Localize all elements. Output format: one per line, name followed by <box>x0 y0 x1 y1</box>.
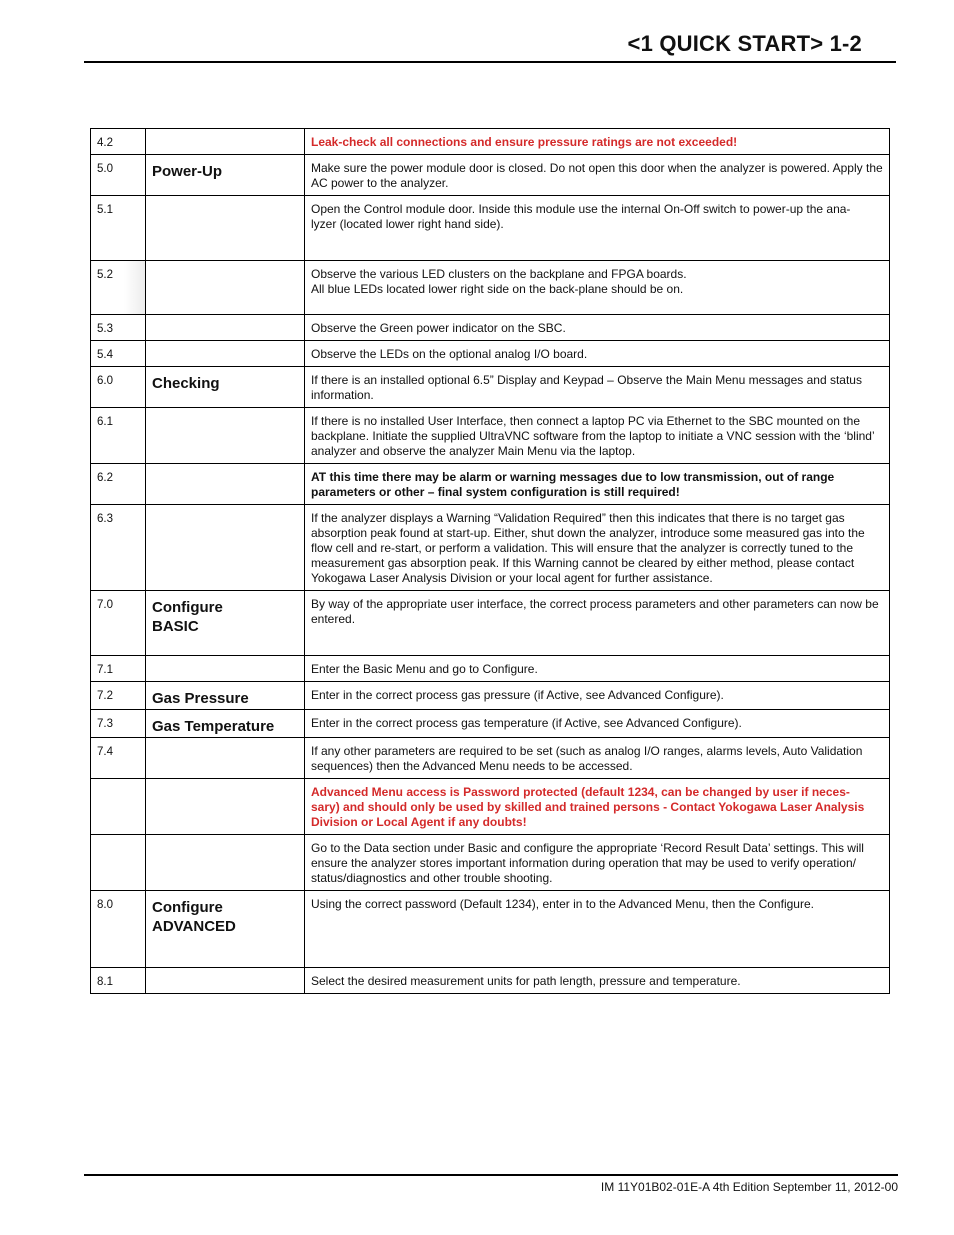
step-description: If there is no installed User Interface, then connect a laptop PC via Ethernet to the SBC mounted on the backplane. Initiate the supplied UltraVNC software from the laptop to initiate a VNC session with the ‘blind’ analyzer and observe the analyzer Main Menu via the laptop. <box>305 408 890 464</box>
step-title <box>146 835 305 891</box>
step-row <box>91 129 890 155</box>
step-title <box>146 261 305 315</box>
step-row <box>91 591 890 656</box>
step-description: Observe the various LED clusters on the backplane and FPGA boards. All blue LEDs located lower right side on the back-plane should be on. <box>305 261 890 315</box>
step-row <box>91 738 890 779</box>
step-title: Power-Up <box>146 155 305 196</box>
step-number: 5.0 <box>91 155 146 196</box>
step-description: Observe the LEDs on the optional analog I/O board. <box>305 341 890 367</box>
step-title <box>146 315 305 341</box>
step-title <box>146 341 305 367</box>
step-description: Enter the Basic Menu and go to Configure. <box>305 656 890 682</box>
step-title: Configure BASIC <box>146 591 305 656</box>
step-title: Gas Pressure <box>146 682 305 710</box>
step-number: 5.1 <box>91 196 146 261</box>
step-number: 7.2 <box>91 682 146 710</box>
step-number: 8.1 <box>91 968 146 994</box>
quick-start-table <box>90 128 890 994</box>
step-row <box>91 835 890 891</box>
step-title <box>146 196 305 261</box>
step-row <box>91 968 890 994</box>
step-title <box>146 505 305 591</box>
step-row <box>91 196 890 261</box>
step-title <box>146 968 305 994</box>
step-number: 8.0 <box>91 891 146 968</box>
step-description: Go to the Data section under Basic and configure the appropriate ‘Record Result Data’ settings. This will ensure the analyzer stores important information during operation that may be used to verify operation/ status/diagnostics and other trouble shooting. <box>305 835 890 891</box>
step-number: 5.4 <box>91 341 146 367</box>
step-description: Observe the Green power indicator on the SBC. <box>305 315 890 341</box>
step-row <box>91 341 890 367</box>
step-description: Make sure the power module door is closed. Do not open this door when the analyzer is powered. Apply the AC power to the analyzer. <box>305 155 890 196</box>
step-title: Configure ADVANCED <box>146 891 305 968</box>
step-title <box>146 129 305 155</box>
step-title <box>146 464 305 505</box>
step-row <box>91 367 890 408</box>
page-title: <1 QUICK START> 1-2 <box>627 31 862 56</box>
step-title <box>146 779 305 835</box>
step-description: Open the Control module door. Inside this module use the internal On-Off switch to power-up the ana- lyzer (located lower right hand side). <box>305 196 890 261</box>
step-row <box>91 315 890 341</box>
step-row <box>91 464 890 505</box>
step-row <box>91 891 890 968</box>
step-title <box>146 656 305 682</box>
step-description: AT this time there may be alarm or warning messages due to low transmission, out of range parameters or other – final system configuration is still required! <box>305 464 890 505</box>
step-description: Leak-check all connections and ensure pressure ratings are not exceeded! <box>305 129 890 155</box>
step-number: 7.3 <box>91 710 146 738</box>
step-description: Enter in the correct process gas temperature (if Active, see Advanced Configure). <box>305 710 890 738</box>
step-number: 7.4 <box>91 738 146 779</box>
step-row <box>91 710 890 738</box>
step-description: Advanced Menu access is Password protected (default 1234, can be changed by user if neces- sary) and should only be used by skilled and trained persons - Contact Yokogawa Laser Analysis Division or Local Agent if any doubts! <box>305 779 890 835</box>
step-number: 6.1 <box>91 408 146 464</box>
step-row <box>91 261 890 315</box>
step-description: If there is an installed optional 6.5” Display and Keypad – Observe the Main Menu messages and status information. <box>305 367 890 408</box>
step-number: 6.2 <box>91 464 146 505</box>
step-number <box>91 835 146 891</box>
step-description: Enter in the correct process gas pressure (if Active, see Advanced Configure). <box>305 682 890 710</box>
step-number: 5.2 <box>91 261 146 315</box>
step-row <box>91 779 890 835</box>
step-row <box>91 408 890 464</box>
step-title: Checking <box>146 367 305 408</box>
footer-edition: IM 11Y01B02-01E-A 4th Edition September 11, 2012-00 <box>600 1180 898 1194</box>
step-description: If any other parameters are required to be set (such as analog I/O ranges, alarms levels, Auto Validation sequences) then the Advanced Menu needs to be accessed. <box>305 738 890 779</box>
footer-rule <box>84 1174 898 1176</box>
step-title <box>146 738 305 779</box>
step-description: Using the correct password (Default 1234), enter in to the Advanced Menu, then the Configure. <box>305 891 890 968</box>
step-title: Gas Temperature <box>146 710 305 738</box>
step-title <box>146 408 305 464</box>
step-description: By way of the appropriate user interface, the correct process parameters and other parameters can now be entered. <box>305 591 890 656</box>
step-number: 4.2 <box>91 129 146 155</box>
step-description: Select the desired measurement units for path length, pressure and temperature. <box>305 968 890 994</box>
step-row <box>91 155 890 196</box>
step-description: If the analyzer displays a Warning “Validation Required” then this indicates that there is no target gas absorption peak found at start-up. Either, shut down the analyzer, introduce some measured gas into the flow cell and re-start, or perform a validation. This will ensure that the analyzer is correctly tuned to the measurement gas absorption peak. If this Warning cannot be cleared by either method, please contact Yokogawa Laser Analysis Division or your local agent for further assistance. <box>305 505 890 591</box>
step-row <box>91 656 890 682</box>
step-number: 7.0 <box>91 591 146 656</box>
step-number: 6.0 <box>91 367 146 408</box>
step-number <box>91 779 146 835</box>
step-number: 5.3 <box>91 315 146 341</box>
step-row <box>91 505 890 591</box>
step-number: 7.1 <box>91 656 146 682</box>
header-rule <box>84 61 896 63</box>
step-number: 6.3 <box>91 505 146 591</box>
step-row <box>91 682 890 710</box>
